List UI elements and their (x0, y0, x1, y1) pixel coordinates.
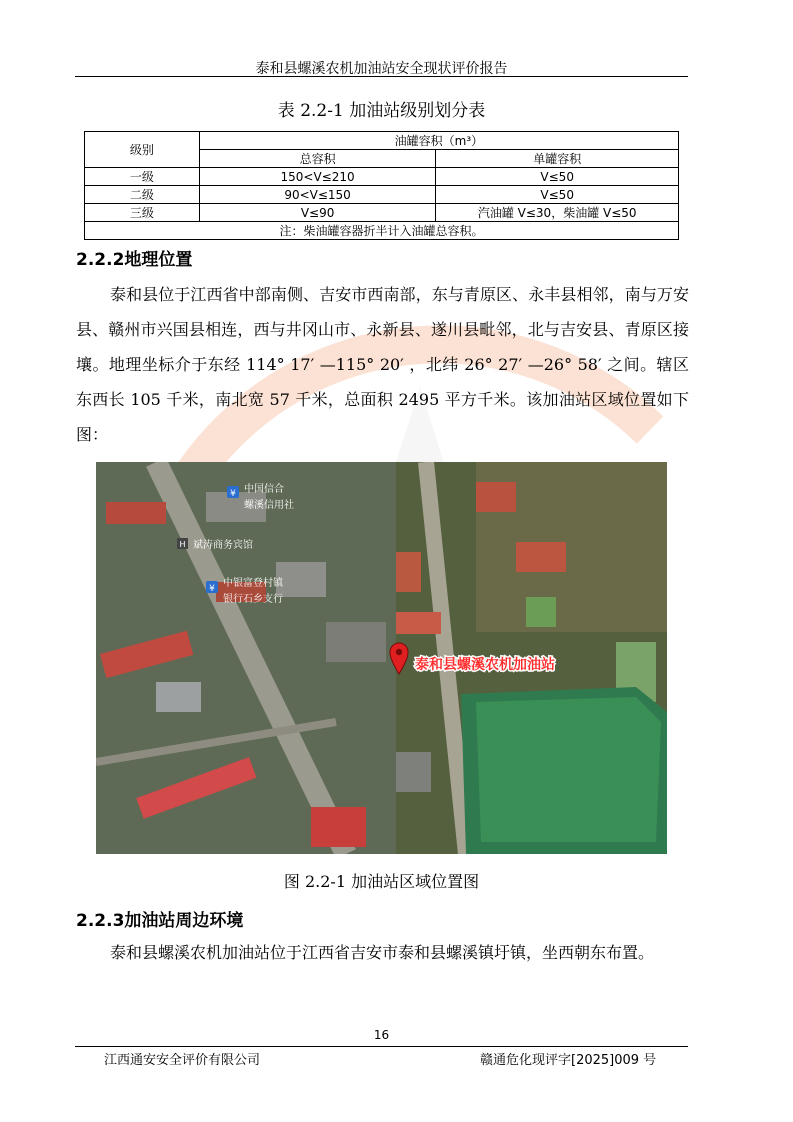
svg-text:¥: ¥ (230, 489, 236, 499)
cell-single: V≤50 (436, 168, 679, 186)
location-paragraph: 泰和县位于江西省中部南侧、吉安市西南部，东与青原区、永丰县相邻，南与万安县、赣州市兴国县相连，西与井冈山市、永新县、遂川县毗邻，北与吉安县、青原区接壤。地理坐标介于东经 114° 17′ —115° 20′ ，北纬 26° 27′ —26° 58′ 之间。辖区东西长 105 千米，南北宽 57 千米，总面积 2495 平方千米。该加油站区域位置如下图： (76, 285, 689, 444)
table-header-row (85, 132, 679, 150)
location-map (96, 462, 667, 854)
footer-company: 江西通安安全评价有限公司 (104, 1053, 261, 1068)
cell-grade: 二级 (85, 186, 200, 204)
header-grade: 级别 (85, 132, 200, 168)
grade-table (84, 131, 679, 240)
map-label-station: 泰和县螺溪农机加油站 (415, 657, 555, 673)
table-row (85, 186, 679, 204)
surroundings-paragraph: 泰和县螺溪农机加油站位于江西省吉安市泰和县螺溪镇圩镇，坐西朝东布置。 (110, 943, 655, 962)
map-label-bank2-line1: 中银富登村镇 (223, 578, 283, 589)
header-rule (75, 76, 688, 77)
svg-text:H: H (179, 540, 186, 549)
section-heading-location: 2.2.2地理位置 (76, 250, 193, 270)
cell-single: V≤50 (436, 186, 679, 204)
page-header-title: 泰和县螺溪农机加油站安全现状评价报告 (255, 61, 508, 77)
cell-grade: 三级 (85, 204, 200, 222)
bank-icon (227, 486, 239, 499)
table-row (85, 168, 679, 186)
header-single: 单罐容积 (436, 150, 679, 168)
table-row (85, 204, 679, 222)
cell-total: 90<V≤150 (199, 186, 436, 204)
footer-report-number: 赣通危化现评字[2025]009 号 (480, 1053, 657, 1068)
cell-total: 150<V≤210 (199, 168, 436, 186)
map-label-bank1-line2: 螺溪信用社 (244, 500, 294, 511)
header-total: 总容积 (199, 150, 436, 168)
svg-text:¥: ¥ (209, 584, 215, 594)
figure-caption: 图 2.2-1 加油站区域位置图 (283, 872, 480, 891)
cell-grade: 一级 (85, 168, 200, 186)
map-label-bank1-line1: 中国信合 (244, 484, 284, 495)
header-capacity: 油罐容积（m³） (199, 132, 678, 150)
cell-total: V≤90 (199, 204, 436, 222)
bank-icon (206, 581, 218, 594)
map-label-hotel: 斌涛商务宾馆 (193, 540, 253, 551)
table-note: 注：柴油罐容器折半计入油罐总容积。 (85, 222, 679, 240)
table-caption: 表 2.2-1 加油站级别划分表 (277, 101, 486, 121)
table-note-row (85, 222, 679, 240)
footer-rule (75, 1046, 688, 1047)
section-heading-surroundings: 2.2.3加油站周边环境 (76, 911, 244, 931)
page-number: 16 (373, 1028, 390, 1042)
cell-single: 汽油罐 V≤30，柴油罐 V≤50 (436, 204, 679, 222)
map-label-bank2-line2: 银行石乡支行 (223, 594, 283, 605)
hotel-icon (177, 538, 188, 549)
